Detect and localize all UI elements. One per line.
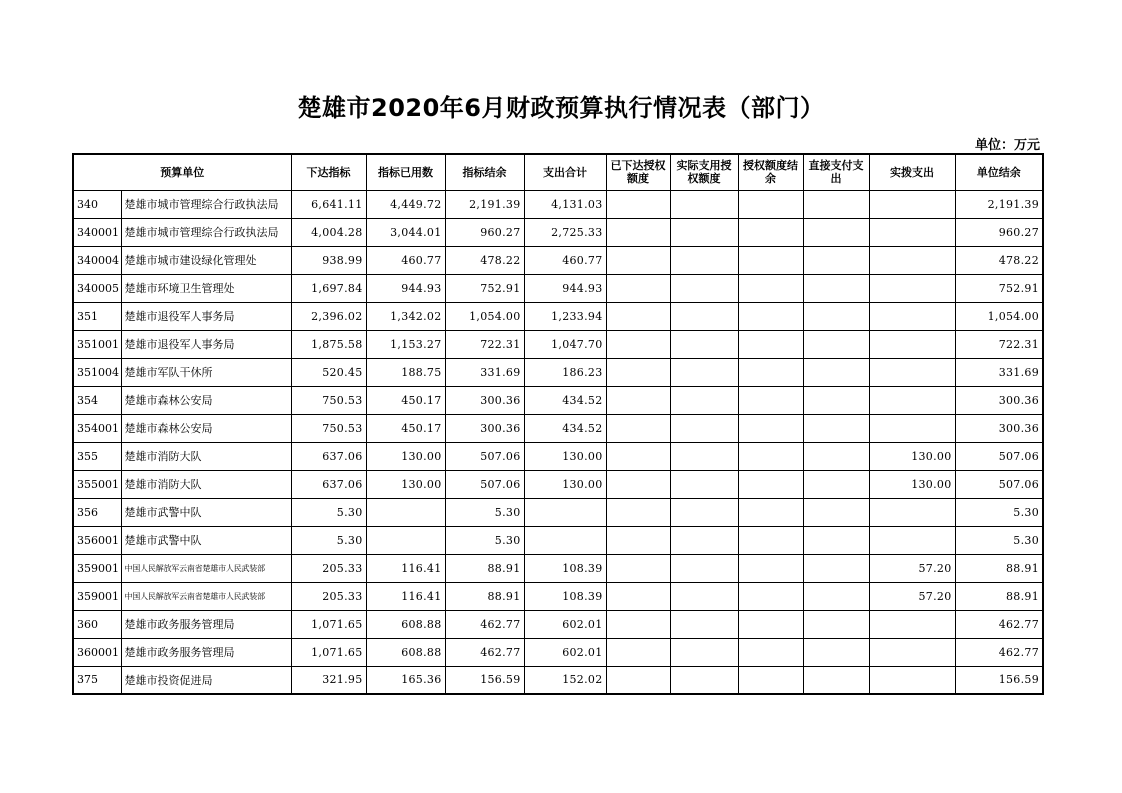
cell-auth-issued bbox=[606, 274, 670, 302]
cell-balance: 752.91 bbox=[445, 274, 524, 302]
cell-name: 楚雄市政务服务管理局 bbox=[121, 638, 291, 666]
cell-used: 130.00 bbox=[366, 442, 445, 470]
cell-name: 楚雄市退役军人事务局 bbox=[121, 302, 291, 330]
cell-expenditure: 2,725.33 bbox=[524, 218, 606, 246]
cell-code: 351 bbox=[73, 302, 121, 330]
cell-direct-pay bbox=[803, 610, 869, 638]
cell-actual-pay bbox=[869, 246, 955, 274]
cell-actual-pay: 57.20 bbox=[869, 554, 955, 582]
header-allocated: 下达指标 bbox=[291, 154, 366, 190]
cell-expenditure: 130.00 bbox=[524, 470, 606, 498]
table-row bbox=[73, 638, 1043, 666]
cell-code: 356001 bbox=[73, 526, 121, 554]
cell-name: 楚雄市森林公安局 bbox=[121, 414, 291, 442]
cell-auth-balance bbox=[738, 638, 803, 666]
cell-direct-pay bbox=[803, 246, 869, 274]
cell-auth-balance bbox=[738, 330, 803, 358]
cell-actual-pay bbox=[869, 610, 955, 638]
cell-code: 360001 bbox=[73, 638, 121, 666]
cell-expenditure: 434.52 bbox=[524, 414, 606, 442]
cell-unit-balance: 1,054.00 bbox=[955, 302, 1043, 330]
cell-auth-balance bbox=[738, 414, 803, 442]
cell-expenditure: 602.01 bbox=[524, 638, 606, 666]
cell-unit-balance: 462.77 bbox=[955, 638, 1043, 666]
cell-allocated: 4,004.28 bbox=[291, 218, 366, 246]
cell-auth-balance bbox=[738, 470, 803, 498]
cell-allocated: 6,641.11 bbox=[291, 190, 366, 218]
cell-balance: 5.30 bbox=[445, 526, 524, 554]
table-row bbox=[73, 526, 1043, 554]
table-row bbox=[73, 358, 1043, 386]
cell-unit-balance: 507.06 bbox=[955, 442, 1043, 470]
cell-auth-used bbox=[670, 470, 738, 498]
cell-auth-used bbox=[670, 554, 738, 582]
cell-auth-used bbox=[670, 442, 738, 470]
cell-name: 楚雄市武警中队 bbox=[121, 498, 291, 526]
cell-expenditure: 4,131.03 bbox=[524, 190, 606, 218]
table-row bbox=[73, 386, 1043, 414]
cell-auth-used bbox=[670, 190, 738, 218]
cell-expenditure: 130.00 bbox=[524, 442, 606, 470]
cell-expenditure: 1,047.70 bbox=[524, 330, 606, 358]
cell-auth-issued bbox=[606, 582, 670, 610]
cell-balance: 300.36 bbox=[445, 386, 524, 414]
cell-auth-balance bbox=[738, 666, 803, 694]
table-row bbox=[73, 274, 1043, 302]
page-title: 楚雄市2020年6月财政预算执行情况表（部门） bbox=[297, 94, 825, 122]
cell-direct-pay bbox=[803, 582, 869, 610]
cell-auth-used bbox=[670, 246, 738, 274]
cell-auth-used bbox=[670, 358, 738, 386]
cell-unit-balance: 752.91 bbox=[955, 274, 1043, 302]
cell-auth-issued bbox=[606, 190, 670, 218]
cell-auth-balance bbox=[738, 442, 803, 470]
cell-actual-pay bbox=[869, 526, 955, 554]
cell-auth-balance bbox=[738, 274, 803, 302]
cell-auth-used bbox=[670, 218, 738, 246]
cell-auth-issued bbox=[606, 442, 670, 470]
cell-balance: 331.69 bbox=[445, 358, 524, 386]
budget-table bbox=[72, 153, 1044, 695]
cell-used: 944.93 bbox=[366, 274, 445, 302]
cell-auth-issued bbox=[606, 638, 670, 666]
table-row bbox=[73, 414, 1043, 442]
cell-expenditure: 186.23 bbox=[524, 358, 606, 386]
cell-direct-pay bbox=[803, 302, 869, 330]
cell-auth-issued bbox=[606, 610, 670, 638]
cell-direct-pay bbox=[803, 442, 869, 470]
cell-auth-used bbox=[670, 330, 738, 358]
cell-used: 450.17 bbox=[366, 386, 445, 414]
cell-allocated: 637.06 bbox=[291, 470, 366, 498]
cell-code: 351001 bbox=[73, 330, 121, 358]
cell-actual-pay bbox=[869, 302, 955, 330]
cell-unit-balance: 462.77 bbox=[955, 610, 1043, 638]
cell-direct-pay bbox=[803, 498, 869, 526]
cell-expenditure: 460.77 bbox=[524, 246, 606, 274]
cell-auth-issued bbox=[606, 470, 670, 498]
cell-auth-used bbox=[670, 274, 738, 302]
cell-name: 楚雄市森林公安局 bbox=[121, 386, 291, 414]
cell-balance: 722.31 bbox=[445, 330, 524, 358]
cell-unit-balance: 5.30 bbox=[955, 526, 1043, 554]
cell-actual-pay bbox=[869, 274, 955, 302]
cell-code: 359001 bbox=[73, 582, 121, 610]
table-row bbox=[73, 582, 1043, 610]
cell-auth-balance bbox=[738, 526, 803, 554]
cell-direct-pay bbox=[803, 666, 869, 694]
cell-used: 188.75 bbox=[366, 358, 445, 386]
table-header-row bbox=[73, 154, 1043, 190]
cell-auth-used bbox=[670, 666, 738, 694]
cell-used: 450.17 bbox=[366, 414, 445, 442]
cell-used: 130.00 bbox=[366, 470, 445, 498]
cell-allocated: 1,875.58 bbox=[291, 330, 366, 358]
cell-auth-issued bbox=[606, 554, 670, 582]
cell-actual-pay bbox=[869, 190, 955, 218]
cell-balance: 462.77 bbox=[445, 610, 524, 638]
table-row bbox=[73, 470, 1043, 498]
cell-code: 354001 bbox=[73, 414, 121, 442]
cell-name: 楚雄市消防大队 bbox=[121, 442, 291, 470]
cell-expenditure: 108.39 bbox=[524, 582, 606, 610]
cell-used: 116.41 bbox=[366, 582, 445, 610]
cell-auth-used bbox=[670, 386, 738, 414]
cell-name: 楚雄市投资促进局 bbox=[121, 666, 291, 694]
cell-used: 4,449.72 bbox=[366, 190, 445, 218]
cell-unit-balance: 331.69 bbox=[955, 358, 1043, 386]
cell-used: 3,044.01 bbox=[366, 218, 445, 246]
cell-actual-pay bbox=[869, 498, 955, 526]
header-used: 指标已用数 bbox=[366, 154, 445, 190]
cell-direct-pay bbox=[803, 638, 869, 666]
cell-unit-balance: 300.36 bbox=[955, 414, 1043, 442]
cell-expenditure: 944.93 bbox=[524, 274, 606, 302]
cell-auth-balance bbox=[738, 498, 803, 526]
cell-name: 楚雄市城市管理综合行政执法局 bbox=[121, 218, 291, 246]
cell-code: 355 bbox=[73, 442, 121, 470]
header-auth-balance: 授权额度结余 bbox=[738, 154, 803, 190]
cell-allocated: 1,697.84 bbox=[291, 274, 366, 302]
cell-name: 楚雄市环境卫生管理处 bbox=[121, 274, 291, 302]
cell-allocated: 750.53 bbox=[291, 414, 366, 442]
cell-auth-issued bbox=[606, 302, 670, 330]
table-row bbox=[73, 218, 1043, 246]
cell-auth-used bbox=[670, 638, 738, 666]
cell-auth-used bbox=[670, 302, 738, 330]
cell-code: 340 bbox=[73, 190, 121, 218]
cell-actual-pay bbox=[869, 358, 955, 386]
cell-name: 楚雄市军队干休所 bbox=[121, 358, 291, 386]
cell-actual-pay: 130.00 bbox=[869, 442, 955, 470]
cell-balance: 960.27 bbox=[445, 218, 524, 246]
cell-used: 460.77 bbox=[366, 246, 445, 274]
cell-allocated: 1,071.65 bbox=[291, 610, 366, 638]
table-row bbox=[73, 554, 1043, 582]
cell-actual-pay bbox=[869, 414, 955, 442]
cell-allocated: 750.53 bbox=[291, 386, 366, 414]
cell-auth-issued bbox=[606, 218, 670, 246]
cell-code: 360 bbox=[73, 610, 121, 638]
cell-expenditure bbox=[524, 498, 606, 526]
cell-used: 608.88 bbox=[366, 638, 445, 666]
table-row bbox=[73, 610, 1043, 638]
cell-name: 楚雄市消防大队 bbox=[121, 470, 291, 498]
cell-name: 中国人民解放军云南省楚雄市人民武装部 bbox=[121, 582, 291, 610]
cell-allocated: 205.33 bbox=[291, 582, 366, 610]
cell-unit-balance: 507.06 bbox=[955, 470, 1043, 498]
cell-expenditure: 152.02 bbox=[524, 666, 606, 694]
cell-auth-balance bbox=[738, 582, 803, 610]
cell-auth-issued bbox=[606, 666, 670, 694]
cell-code: 375 bbox=[73, 666, 121, 694]
cell-auth-used bbox=[670, 526, 738, 554]
table-row bbox=[73, 442, 1043, 470]
table-row bbox=[73, 190, 1043, 218]
cell-name: 楚雄市武警中队 bbox=[121, 526, 291, 554]
header-actual-pay: 实拨支出 bbox=[869, 154, 955, 190]
cell-unit-balance: 478.22 bbox=[955, 246, 1043, 274]
cell-auth-issued bbox=[606, 414, 670, 442]
cell-allocated: 1,071.65 bbox=[291, 638, 366, 666]
cell-balance: 462.77 bbox=[445, 638, 524, 666]
cell-expenditure: 1,233.94 bbox=[524, 302, 606, 330]
cell-auth-issued bbox=[606, 526, 670, 554]
cell-name: 楚雄市城市建设绿化管理处 bbox=[121, 246, 291, 274]
cell-allocated: 938.99 bbox=[291, 246, 366, 274]
cell-name: 中国人民解放军云南省楚雄市人民武装部 bbox=[121, 554, 291, 582]
cell-unit-balance: 88.91 bbox=[955, 582, 1043, 610]
cell-auth-balance bbox=[738, 358, 803, 386]
cell-actual-pay bbox=[869, 638, 955, 666]
cell-code: 340005 bbox=[73, 274, 121, 302]
cell-used: 608.88 bbox=[366, 610, 445, 638]
cell-used: 1,153.27 bbox=[366, 330, 445, 358]
cell-direct-pay bbox=[803, 470, 869, 498]
cell-expenditure: 108.39 bbox=[524, 554, 606, 582]
cell-balance: 88.91 bbox=[445, 554, 524, 582]
cell-used: 116.41 bbox=[366, 554, 445, 582]
cell-allocated: 637.06 bbox=[291, 442, 366, 470]
cell-allocated: 520.45 bbox=[291, 358, 366, 386]
cell-balance: 507.06 bbox=[445, 442, 524, 470]
cell-auth-used bbox=[670, 414, 738, 442]
cell-balance: 300.36 bbox=[445, 414, 524, 442]
cell-direct-pay bbox=[803, 190, 869, 218]
cell-expenditure: 602.01 bbox=[524, 610, 606, 638]
cell-direct-pay bbox=[803, 330, 869, 358]
cell-allocated: 321.95 bbox=[291, 666, 366, 694]
cell-direct-pay bbox=[803, 218, 869, 246]
cell-balance: 2,191.39 bbox=[445, 190, 524, 218]
cell-unit-balance: 722.31 bbox=[955, 330, 1043, 358]
cell-allocated: 2,396.02 bbox=[291, 302, 366, 330]
cell-auth-used bbox=[670, 498, 738, 526]
table-row bbox=[73, 330, 1043, 358]
cell-code: 355001 bbox=[73, 470, 121, 498]
cell-allocated: 205.33 bbox=[291, 554, 366, 582]
table-row bbox=[73, 666, 1043, 694]
cell-used bbox=[366, 526, 445, 554]
cell-unit-balance: 5.30 bbox=[955, 498, 1043, 526]
cell-allocated: 5.30 bbox=[291, 498, 366, 526]
table-row bbox=[73, 498, 1043, 526]
table-row bbox=[73, 246, 1043, 274]
cell-auth-issued bbox=[606, 498, 670, 526]
header-expenditure: 支出合计 bbox=[524, 154, 606, 190]
cell-code: 354 bbox=[73, 386, 121, 414]
cell-auth-balance bbox=[738, 190, 803, 218]
cell-unit-balance: 960.27 bbox=[955, 218, 1043, 246]
header-auth-used: 实际支用授权额度 bbox=[670, 154, 738, 190]
cell-expenditure bbox=[524, 526, 606, 554]
header-auth-issued: 已下达授权额度 bbox=[606, 154, 670, 190]
cell-name: 楚雄市退役军人事务局 bbox=[121, 330, 291, 358]
cell-actual-pay bbox=[869, 330, 955, 358]
cell-actual-pay bbox=[869, 386, 955, 414]
header-direct-pay: 直接支付支出 bbox=[803, 154, 869, 190]
cell-auth-balance bbox=[738, 218, 803, 246]
cell-actual-pay bbox=[869, 218, 955, 246]
cell-used: 1,342.02 bbox=[366, 302, 445, 330]
cell-code: 340001 bbox=[73, 218, 121, 246]
cell-unit-balance: 88.91 bbox=[955, 554, 1043, 582]
cell-balance: 88.91 bbox=[445, 582, 524, 610]
cell-unit-balance: 300.36 bbox=[955, 386, 1043, 414]
cell-expenditure: 434.52 bbox=[524, 386, 606, 414]
header-balance: 指标结余 bbox=[445, 154, 524, 190]
cell-direct-pay bbox=[803, 414, 869, 442]
cell-unit-balance: 2,191.39 bbox=[955, 190, 1043, 218]
cell-auth-issued bbox=[606, 330, 670, 358]
cell-auth-issued bbox=[606, 358, 670, 386]
cell-auth-balance bbox=[738, 554, 803, 582]
cell-auth-used bbox=[670, 610, 738, 638]
header-unit-name: 预算单位 bbox=[73, 154, 291, 190]
cell-balance: 1,054.00 bbox=[445, 302, 524, 330]
cell-direct-pay bbox=[803, 274, 869, 302]
cell-used: 165.36 bbox=[366, 666, 445, 694]
cell-balance: 507.06 bbox=[445, 470, 524, 498]
cell-direct-pay bbox=[803, 386, 869, 414]
cell-used bbox=[366, 498, 445, 526]
cell-auth-balance bbox=[738, 386, 803, 414]
cell-balance: 156.59 bbox=[445, 666, 524, 694]
cell-auth-balance bbox=[738, 246, 803, 274]
cell-balance: 478.22 bbox=[445, 246, 524, 274]
cell-auth-issued bbox=[606, 386, 670, 414]
cell-code: 351004 bbox=[73, 358, 121, 386]
cell-actual-pay: 57.20 bbox=[869, 582, 955, 610]
cell-allocated: 5.30 bbox=[291, 526, 366, 554]
cell-code: 359001 bbox=[73, 554, 121, 582]
cell-auth-used bbox=[670, 582, 738, 610]
table-row bbox=[73, 302, 1043, 330]
cell-auth-balance bbox=[738, 610, 803, 638]
cell-code: 340004 bbox=[73, 246, 121, 274]
cell-name: 楚雄市政务服务管理局 bbox=[121, 610, 291, 638]
cell-direct-pay bbox=[803, 358, 869, 386]
cell-actual-pay: 130.00 bbox=[869, 470, 955, 498]
header-unit-balance: 单位结余 bbox=[955, 154, 1043, 190]
table-body bbox=[73, 190, 1043, 694]
cell-unit-balance: 156.59 bbox=[955, 666, 1043, 694]
cell-auth-issued bbox=[606, 246, 670, 274]
cell-code: 356 bbox=[73, 498, 121, 526]
cell-auth-balance bbox=[738, 302, 803, 330]
cell-direct-pay bbox=[803, 554, 869, 582]
cell-name: 楚雄市城市管理综合行政执法局 bbox=[121, 190, 291, 218]
cell-direct-pay bbox=[803, 526, 869, 554]
cell-balance: 5.30 bbox=[445, 498, 524, 526]
unit-label: 单位：万元 bbox=[974, 138, 1040, 153]
cell-actual-pay bbox=[869, 666, 955, 694]
